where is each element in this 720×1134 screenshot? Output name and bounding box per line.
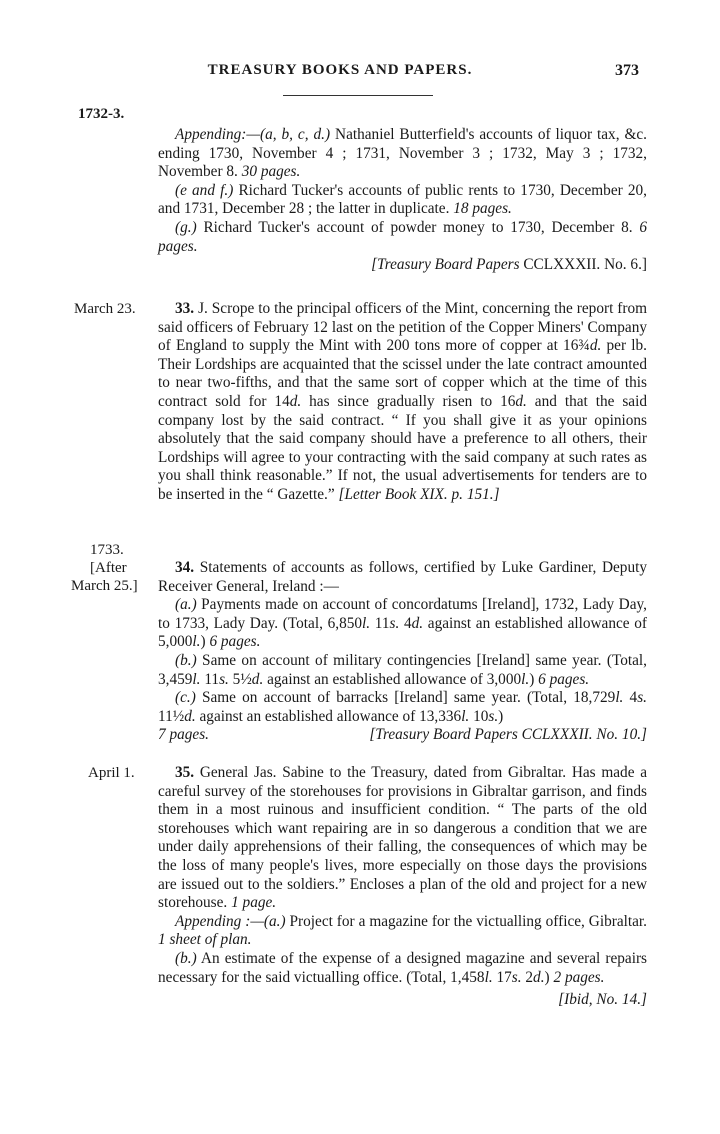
text-unit: d. (533, 968, 545, 986)
text-part: and that the said company lost by the said contract. “ If you shall give it as your opinions absolutely that the said company should have a preference to all others, their Lordships will agree to your contracting with the said company at such rates as you shall think reasonable.” If not, the usual advertisements for tenders are to be inserted in the “ Gazette.” (158, 392, 647, 503)
text-part: ) (529, 670, 535, 688)
item-letter: (b.) (175, 949, 197, 967)
item-letter: :—(a.) (241, 912, 286, 930)
text-unit: d. (184, 707, 196, 725)
pages-note: 7 pages. (158, 726, 209, 744)
text-part: against an established allowance of 13,336 (195, 707, 462, 725)
text-unit: l. (192, 633, 201, 651)
text-part: 17 (492, 968, 512, 986)
text-unit: d. (251, 670, 264, 688)
source-roman: XIX. p. 151.] (416, 485, 500, 503)
running-header: TREASURY BOOKS AND PAPERS. (207, 62, 473, 78)
pages-note: 6 pages. (538, 670, 590, 688)
text-unit: l. (192, 670, 201, 688)
pages-note: 1 page. (231, 894, 277, 912)
entry-34-a (158, 596, 647, 652)
text-part: against an established allowance of 5,000 (158, 614, 647, 651)
text-part: 2 (521, 968, 534, 986)
year-label-top: 1732-3. (78, 106, 125, 122)
text-part: ) (544, 968, 550, 986)
source-citation-letter-book (339, 486, 500, 503)
year-label-1733: 1733. (90, 542, 124, 558)
entry-34-footer (158, 726, 647, 745)
header-rule (283, 95, 433, 96)
source-italic: [Treasury Board Papers (369, 726, 518, 744)
appending-g (158, 219, 647, 256)
appending-letters: :—(a, b, c, d.) (241, 126, 331, 143)
entry-33 (158, 300, 647, 505)
text-part: 11½ (158, 707, 185, 725)
appending-ef-letters: (e and f.) (175, 181, 234, 199)
entry-33-text (158, 300, 647, 505)
entry-34-intro (158, 559, 647, 596)
text-unit: l. (484, 968, 493, 986)
appending-block-top (158, 126, 647, 275)
text-part: 10 (469, 707, 489, 725)
item-letter: (b.) (175, 651, 197, 669)
pages-note: 2 pages. (553, 968, 605, 986)
text-part: against an established allowance of 3,000 (263, 670, 522, 688)
entry-34 (158, 559, 647, 745)
text-part: Same on account of barracks [Ireland] same year. (Total, 18,729 (195, 689, 616, 707)
appending-ef-text: Richard Tucker's accounts of public rents to 1730, December 20, and 1731, December 28 ; the latter in duplicate. (158, 181, 647, 218)
appending-a (158, 126, 647, 182)
text-unit: s. (511, 968, 522, 986)
appending-a-pages: 30 pages. (241, 163, 301, 181)
text-part: Payments made on account of concordatums [Ireland], 1732, Lady Day, to 1733, Lady Day. (Total, 6,850 (158, 596, 647, 632)
source-roman: CCLXXXII. No. 10.] (517, 726, 647, 744)
entry-34-b (158, 652, 647, 689)
pages-note: 1 sheet of plan. (158, 931, 252, 949)
text-part: 4 (623, 689, 638, 707)
source-citation-10 (369, 726, 647, 745)
text-unit: s. (637, 689, 647, 707)
entry-34-date-line1: [After (90, 560, 127, 576)
source-citation-14 (158, 991, 647, 1010)
appending-label: Appending (175, 126, 242, 143)
appending-g-text: Richard Tucker's account of powder money to 1730, December 8. (196, 218, 633, 236)
entry-35-appending (158, 913, 647, 950)
source-italic: [Ibid, (558, 991, 593, 1009)
entry-35-date: April 1. (88, 765, 135, 781)
text-unit: d. (411, 614, 424, 632)
text-unit: l. (521, 670, 530, 688)
appending-label: Appending (175, 912, 242, 930)
text-unit: l. (362, 614, 371, 632)
text-part: 5½ (228, 670, 252, 688)
text-part: Statements of accounts as follows, certified by Luke Gardiner, Deputy Receiver General, Ireland :— (158, 559, 647, 595)
text-part: 11 (200, 670, 220, 688)
pages-note: 6 pages. (209, 633, 261, 651)
entry-33-date: March 23. (74, 301, 136, 317)
source-roman: CCLXXXII. No. 6.] (519, 256, 647, 274)
entry-34-date-line2: March 25.] (71, 578, 138, 594)
entry-35 (158, 764, 647, 1010)
text-part: Same on account of military contingencies [Ireland] same year. (Total, 3,459 (158, 651, 647, 688)
text-part: 4 (399, 614, 412, 632)
text-part: Project for a magazine for the victualling office, Gibraltar. (285, 912, 648, 930)
appending-ef (158, 182, 647, 219)
text-unit: l. (615, 689, 624, 707)
text-part: has since gradually risen to 16 (301, 392, 516, 410)
text-part: ) (200, 633, 206, 651)
text-part: General Jas. Sabine to the Treasury, dated from Gibraltar. Has made a careful survey of the storehouses for provisions in Gibraltar garrison, and finds them in a most ruinous and insufficient condition. “ The parts of the old storehouses which want repairing are in so dangerous a condition that we are under daily apprehensions of their falling, the consequences of which may be the loss of many people's lives, more especially on those days the provisions are issued out to the soldiers.” Encloses a plan of the old and project for a new storehouse. (158, 764, 647, 912)
text-unit: s. (488, 707, 499, 725)
text-unit: d. (515, 392, 527, 410)
entry-35-text (158, 764, 647, 913)
item-letter: (a.) (175, 596, 197, 614)
text-part: per lb. Their Lordships are acquainted that the scissel under the late contract amounted to near two-fifths, and that the same sort of copper which at the time of this contract sold for 14 (158, 337, 648, 410)
entry-34-number: 34. (175, 559, 195, 576)
text-part: J. Scrope to the principal officers of the Mint, concerning the report from said officers of February 12 last on the petition of the Copper Miners' Company of England to supply the Mint with 200 tons more of copper at 16¾ (158, 300, 647, 355)
appending-ef-pages: 18 pages. (453, 200, 512, 218)
entry-35-b (158, 950, 647, 987)
source-citation-6 (158, 256, 647, 275)
source-italic: [Treasury Board Papers (371, 256, 520, 274)
entry-34-c (158, 689, 647, 726)
entry-33-number: 33. (175, 300, 195, 317)
page-number: 373 (615, 62, 639, 79)
item-letter: (c.) (175, 689, 196, 707)
appending-g-letters: (g.) (175, 218, 197, 236)
text-unit: s. (219, 670, 229, 688)
text-part: ) (498, 707, 504, 725)
text-unit: s. (389, 614, 400, 632)
source-italic: [Letter Book (338, 485, 417, 503)
source-roman: No. 14.] (592, 991, 647, 1009)
text-unit: d. (589, 337, 602, 355)
appending-g-pages: 6 pages. (158, 218, 647, 255)
text-part: 11 (370, 614, 390, 632)
text-unit: l. (461, 707, 470, 725)
text-part: An estimate of the expense of a designed magazine and several repairs necessary for the said victualling office. (Total, 1,458 (158, 949, 647, 986)
entry-35-number: 35. (175, 764, 195, 781)
text-unit: d. (289, 392, 302, 410)
appending-a-text: Nathaniel Butterfield's accounts of liquor tax, &c. ending 1730, November 4 ; 1731, November 3 ; 1732, May 3 ; 1732, November 8. (158, 126, 648, 181)
